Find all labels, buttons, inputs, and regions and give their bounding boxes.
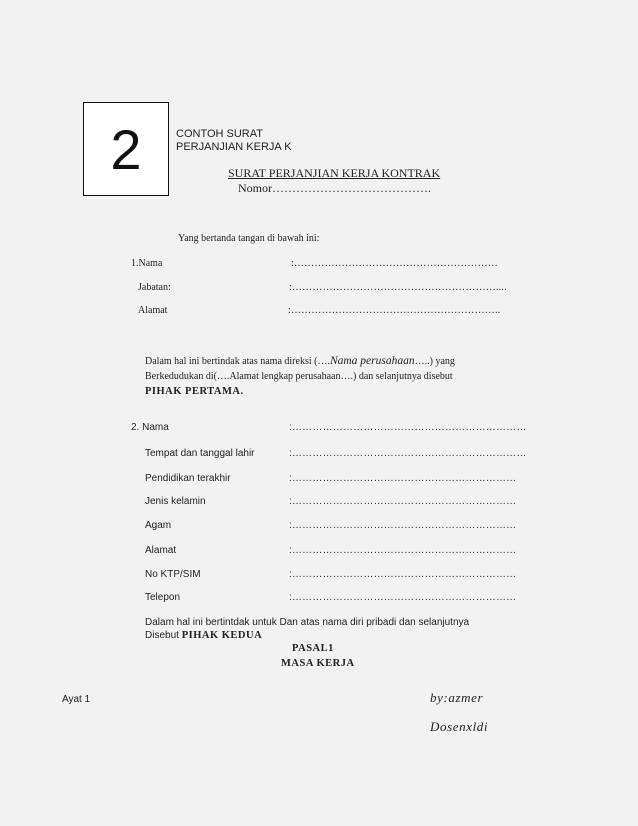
party2-religion-value: :…………………………………………………………: [289, 520, 517, 531]
party2-role: PIHAK KEDUA: [181, 630, 263, 641]
footer-signature: Dosenxldi: [430, 719, 489, 734]
party1-statement-b: …..) yang: [414, 356, 455, 367]
party2-name-label: 2. Nama: [131, 422, 169, 433]
pasal-title: MASA KERJA: [281, 658, 355, 669]
party2-id-value: :…………………………………………………………: [289, 569, 517, 580]
party2-birth-label: Tempat dan tanggal lahir: [145, 448, 255, 459]
party1-name-label: 1.Nama: [131, 258, 163, 269]
party1-statement-line-1: [145, 355, 455, 367]
party2-statement-line-1: Dalam hal ini bertintdak untuk Dan atas nama diri pribadi dan selanjutnya: [145, 617, 470, 628]
header-line-1: CONTOH SURAT: [176, 128, 263, 140]
party1-address-value: :……………………………………………………..: [288, 305, 501, 316]
pasal-number: PASAL1: [292, 643, 334, 654]
party2-gender-label: Jenis kelamin: [145, 496, 206, 507]
party2-gender-value: :…………………………………………………………: [289, 496, 517, 507]
nomor-line: Nomor………………………………….: [238, 181, 431, 195]
header-line-2: PERJANJIAN KERJA K: [176, 141, 292, 153]
footer-author: by:azmer: [430, 690, 484, 705]
party1-role: PIHAK PERTAMA.: [145, 386, 244, 397]
party1-statement-a: Dalam hal ini bertindak atas nama direksi (….: [145, 356, 330, 367]
party2-education-value: :…………………………………………………………: [289, 473, 517, 484]
company-name-placeholder: Nama perusahaan: [329, 355, 415, 367]
party1-statement-line-2: Berkedudukan di(….Alamat lengkap perusahaan….) dan selanjutnya disebut: [145, 371, 453, 382]
party1-address-label: Alamat: [138, 305, 168, 316]
party1-position-value: :……………………………………………………....: [289, 282, 507, 293]
document-title: SURAT PERJANJIAN KERJA KONTRAK: [228, 166, 441, 180]
party2-phone-label: Telepon: [145, 592, 181, 603]
party1-name-value: :……………………………………………………: [291, 258, 498, 269]
party2-education-label: Pendidikan terakhir: [145, 473, 231, 484]
party2-phone-value: :…………………………………………………………: [289, 592, 517, 603]
footer-left-text: Ayat 1: [62, 694, 91, 705]
party2-statement-a: Disebut: [145, 630, 182, 641]
party2-birth-value: :……………………………………………………………: [289, 448, 527, 459]
intro-text: Yang bertanda tangan di bawah ini:: [178, 233, 320, 244]
party2-religion-label: Agam: [145, 520, 172, 531]
party2-address-value: :…………………………………………………………: [289, 545, 517, 556]
party2-id-label: No KTP/SIM: [145, 569, 201, 580]
party2-address-label: Alamat: [145, 545, 177, 556]
section-number-box: [83, 102, 169, 196]
party1-position-label: Jabatan:: [138, 282, 171, 293]
party2-statement-line-2: [145, 630, 262, 641]
party2-name-value: :……………………………………………………………: [289, 422, 527, 433]
section-number: 2: [110, 117, 142, 181]
